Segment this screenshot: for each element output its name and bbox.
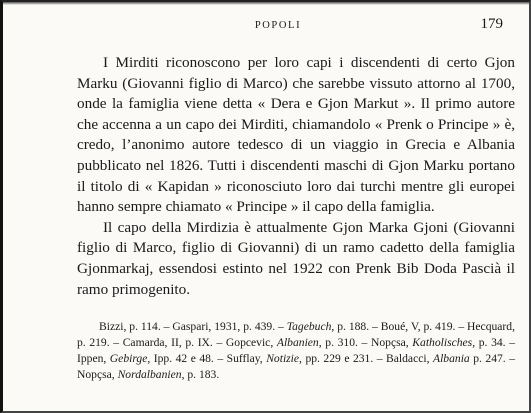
footnote-references bbox=[77, 319, 515, 383]
footnote-work-title: Gebirge bbox=[109, 352, 148, 366]
footnote-work-title: Albanien bbox=[276, 336, 319, 350]
footnote-work-title: Nordalbanien bbox=[117, 368, 182, 382]
footnote-work-title: Notizie bbox=[266, 352, 300, 366]
footnote-segment: , pp. 229 e 231. – Baldacci, bbox=[299, 352, 433, 366]
footnote-segment: Bizzi, p. 114. – Gaspari, 1931, p. 439. – bbox=[99, 320, 287, 333]
scan-edge-shadow bbox=[3, 2, 529, 5]
footnote-segment: , p. 183. bbox=[181, 368, 220, 382]
footnote-work-title: Tagebuch bbox=[286, 320, 332, 333]
footnote-work-title: Katholisches bbox=[412, 336, 473, 350]
body-text bbox=[77, 53, 515, 300]
page-number: 179 bbox=[480, 16, 503, 32]
paragraph-2: Il capo della Mirdizia è attualmente Gjon Marka Gjoni (Giovanni figlio di Marco, figlio di Giovanni) di un ramo cadetto della famiglia Gjonmarkaj, essendosi estinto nel 1922 con Prenk Bib Doda Pascià il ramo primogenito. bbox=[77, 218, 515, 298]
running-head bbox=[53, 12, 503, 34]
footnote-segment: , p. 188. – Boué, V, p. 419. – Hecquard, p. 219. – Camarda, II, p. IX. – Gopcevic, bbox=[77, 320, 515, 350]
footnote-segment: , Ipp. 42 e 48. – Sufflay, bbox=[147, 352, 267, 366]
footnote-segment: , p. 310. – Nopçsa, bbox=[318, 336, 413, 350]
footnote-segment: , p. 34. – Ippen, bbox=[77, 336, 516, 366]
paragraph-1: I Mirditi riconoscono per loro capi i discendenti di certo Gjon Marku (Giovanni figlio di Marco) che sarebbe vissuto attorno al 1700, onde la famiglia viene detta « Dera e Gjon Markut ». Il primo autore che accenna a un capo dei Mirditi, chiamandolo « Prenk o Principe » è, credo, l’anonimo autore tedesco di un viaggio in Grecia e Albania pubblicato nel 1826. Tutti i discendenti maschi di Gjon Marku portano il titolo di « Kapidan » riconosciuto loro dai turchi mentre gli europei hanno sempre chiamato « Principe » il capo della famiglia. bbox=[77, 54, 515, 216]
footnote-work-title: Albania bbox=[433, 352, 470, 366]
running-title: POPOLI bbox=[254, 20, 302, 31]
footnote-segment: p. 247. – Nopçsa, bbox=[77, 352, 515, 382]
